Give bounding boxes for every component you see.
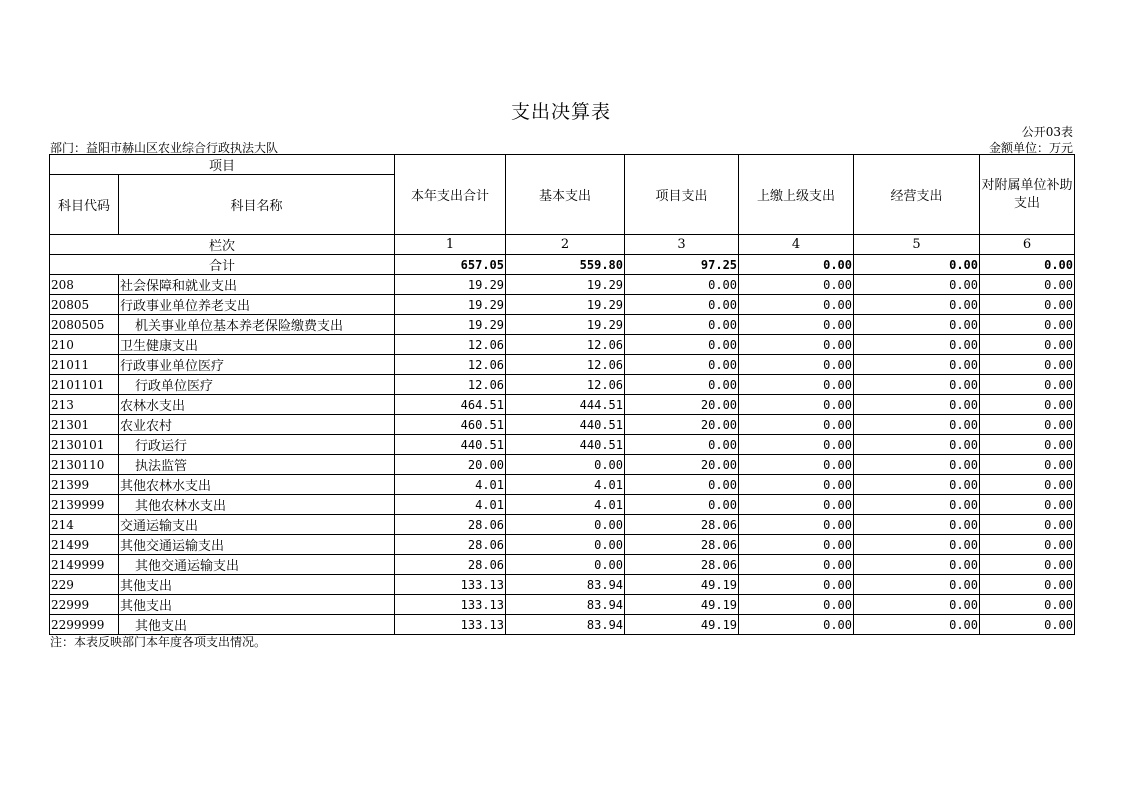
total-label: 合计 <box>50 255 395 275</box>
amount-cell: 0.00 <box>980 455 1075 475</box>
subject-code: 2130110 <box>50 455 119 475</box>
amount-cell: 49.19 <box>625 595 739 615</box>
table-row <box>50 335 1075 355</box>
amount-cell: 12.06 <box>395 355 506 375</box>
subject-code: 21301 <box>50 415 119 435</box>
subject-code: 2149999 <box>50 555 119 575</box>
table-row <box>50 475 1075 495</box>
amount-cell: 0.00 <box>980 575 1075 595</box>
header-col-label: 栏次 <box>50 235 395 255</box>
amount-cell: 12.06 <box>395 335 506 355</box>
amount-cell: 19.29 <box>395 315 506 335</box>
amount-cell: 0.00 <box>739 575 854 595</box>
subject-code: 2101101 <box>50 375 119 395</box>
amount-cell: 0.00 <box>625 275 739 295</box>
total-cell: 0.00 <box>980 255 1075 275</box>
expenditure-table <box>49 154 1075 635</box>
table-row <box>50 355 1075 375</box>
amount-cell: 83.94 <box>506 615 625 635</box>
subject-name: 其他支出 <box>119 575 395 595</box>
amount-cell: 49.19 <box>625 615 739 635</box>
amount-cell: 19.29 <box>395 275 506 295</box>
amount-cell: 0.00 <box>739 315 854 335</box>
amount-cell: 0.00 <box>854 275 980 295</box>
amount-cell: 0.00 <box>739 515 854 535</box>
amount-cell: 12.06 <box>506 355 625 375</box>
amount-cell: 0.00 <box>854 595 980 615</box>
col-num: 3 <box>625 235 739 255</box>
subject-code: 210 <box>50 335 119 355</box>
amount-cell: 0.00 <box>625 495 739 515</box>
amount-cell: 0.00 <box>625 335 739 355</box>
report-title: 支出决算表 <box>510 101 611 123</box>
amount-cell: 28.06 <box>625 515 739 535</box>
table-row <box>50 315 1075 335</box>
header-upper: 上缴上级支出 <box>739 155 854 235</box>
header-code: 科目代码 <box>50 175 119 235</box>
amount-cell: 0.00 <box>854 315 980 335</box>
header-item: 项目 <box>50 155 395 175</box>
amount-cell: 0.00 <box>854 395 980 415</box>
amount-cell: 0.00 <box>506 555 625 575</box>
subject-code: 2299999 <box>50 615 119 635</box>
header-subsidy: 对附属单位补助支出 <box>980 155 1075 235</box>
subject-name: 农林水支出 <box>119 395 395 415</box>
amount-cell: 19.29 <box>506 275 625 295</box>
amount-cell: 28.06 <box>395 515 506 535</box>
department-label: 部门：益阳市赫山区农业综合行政执法大队 <box>50 141 279 155</box>
total-cell: 0.00 <box>739 255 854 275</box>
amount-cell: 0.00 <box>739 615 854 635</box>
amount-cell: 444.51 <box>506 395 625 415</box>
table-row <box>50 375 1075 395</box>
amount-cell: 0.00 <box>854 295 980 315</box>
amount-cell: 12.06 <box>395 375 506 395</box>
amount-cell: 440.51 <box>395 435 506 455</box>
table-row <box>50 495 1075 515</box>
amount-cell: 0.00 <box>739 435 854 455</box>
subject-code: 214 <box>50 515 119 535</box>
col-num: 6 <box>980 235 1075 255</box>
amount-cell: 0.00 <box>854 555 980 575</box>
amount-cell: 440.51 <box>506 435 625 455</box>
amount-cell: 0.00 <box>739 595 854 615</box>
subject-code: 2139999 <box>50 495 119 515</box>
total-cell: 97.25 <box>625 255 739 275</box>
amount-cell: 0.00 <box>980 295 1075 315</box>
amount-cell: 12.06 <box>506 335 625 355</box>
amount-cell: 20.00 <box>625 395 739 415</box>
table-row <box>50 395 1075 415</box>
amount-cell: 20.00 <box>395 455 506 475</box>
subject-name: 其他交通运输支出 <box>119 555 395 575</box>
table-row <box>50 595 1075 615</box>
col-num: 1 <box>395 235 506 255</box>
amount-cell: 0.00 <box>739 535 854 555</box>
amount-cell: 0.00 <box>739 415 854 435</box>
amount-cell: 0.00 <box>980 415 1075 435</box>
table-row <box>50 275 1075 295</box>
table-row <box>50 455 1075 475</box>
header-name: 科目名称 <box>119 175 395 235</box>
total-cell: 0.00 <box>854 255 980 275</box>
table-row <box>50 555 1075 575</box>
amount-cell: 19.29 <box>395 295 506 315</box>
total-row <box>50 255 1075 275</box>
amount-cell: 4.01 <box>395 495 506 515</box>
table-row <box>50 615 1075 635</box>
amount-cell: 4.01 <box>506 495 625 515</box>
form-number: 公开03表 <box>1021 125 1073 139</box>
amount-cell: 0.00 <box>739 455 854 475</box>
subject-code: 22999 <box>50 595 119 615</box>
total-cell: 559.80 <box>506 255 625 275</box>
amount-cell: 0.00 <box>739 495 854 515</box>
header-total: 本年支出合计 <box>395 155 506 235</box>
amount-cell: 4.01 <box>506 475 625 495</box>
amount-cell: 0.00 <box>506 535 625 555</box>
table-row <box>50 415 1075 435</box>
amount-cell: 440.51 <box>506 415 625 435</box>
subject-name: 其他支出 <box>119 615 395 635</box>
amount-cell: 0.00 <box>854 615 980 635</box>
table-row <box>50 435 1075 455</box>
subject-name: 其他农林水支出 <box>119 475 395 495</box>
amount-cell: 19.29 <box>506 315 625 335</box>
amount-cell: 0.00 <box>980 315 1075 335</box>
table-row <box>50 575 1075 595</box>
col-num: 2 <box>506 235 625 255</box>
subject-code: 2080505 <box>50 315 119 335</box>
col-num: 5 <box>854 235 980 255</box>
table-row <box>50 515 1075 535</box>
amount-cell: 12.06 <box>506 375 625 395</box>
amount-cell: 0.00 <box>625 435 739 455</box>
amount-cell: 0.00 <box>739 335 854 355</box>
subject-name: 其他支出 <box>119 595 395 615</box>
amount-cell: 0.00 <box>854 515 980 535</box>
amount-unit-label: 金额单位：万元 <box>988 141 1073 155</box>
subject-code: 21011 <box>50 355 119 375</box>
amount-cell: 0.00 <box>980 435 1075 455</box>
amount-cell: 0.00 <box>980 395 1075 415</box>
amount-cell: 28.06 <box>395 555 506 575</box>
table-body <box>50 255 1075 635</box>
amount-cell: 0.00 <box>980 515 1075 535</box>
amount-cell: 133.13 <box>395 615 506 635</box>
amount-cell: 0.00 <box>854 335 980 355</box>
amount-cell: 0.00 <box>980 615 1075 635</box>
amount-cell: 49.19 <box>625 575 739 595</box>
amount-cell: 0.00 <box>980 375 1075 395</box>
amount-cell: 0.00 <box>980 335 1075 355</box>
amount-cell: 83.94 <box>506 595 625 615</box>
amount-cell: 0.00 <box>625 375 739 395</box>
amount-cell: 0.00 <box>980 555 1075 575</box>
amount-cell: 0.00 <box>980 535 1075 555</box>
header-basic: 基本支出 <box>506 155 625 235</box>
amount-cell: 133.13 <box>395 575 506 595</box>
subject-code: 20805 <box>50 295 119 315</box>
subject-code: 229 <box>50 575 119 595</box>
subject-code: 2130101 <box>50 435 119 455</box>
table-header <box>50 155 1075 255</box>
amount-cell: 0.00 <box>739 275 854 295</box>
amount-cell: 0.00 <box>625 355 739 375</box>
amount-cell: 0.00 <box>625 475 739 495</box>
subject-name: 行政运行 <box>119 435 395 455</box>
amount-cell: 19.29 <box>506 295 625 315</box>
header-business: 经营支出 <box>854 155 980 235</box>
subject-name: 交通运输支出 <box>119 515 395 535</box>
subject-code: 21499 <box>50 535 119 555</box>
amount-cell: 0.00 <box>739 355 854 375</box>
subject-name: 行政事业单位养老支出 <box>119 295 395 315</box>
subject-code: 21399 <box>50 475 119 495</box>
amount-cell: 464.51 <box>395 395 506 415</box>
table-note: 注：本表反映部门本年度各项支出情况。 <box>50 635 267 649</box>
subject-name: 其他农林水支出 <box>119 495 395 515</box>
subject-code: 208 <box>50 275 119 295</box>
amount-cell: 0.00 <box>854 475 980 495</box>
amount-cell: 0.00 <box>980 355 1075 375</box>
amount-cell: 0.00 <box>854 455 980 475</box>
subject-name: 执法监管 <box>119 455 395 475</box>
amount-cell: 133.13 <box>395 595 506 615</box>
amount-cell: 28.06 <box>395 535 506 555</box>
amount-cell: 0.00 <box>739 555 854 575</box>
amount-cell: 28.06 <box>625 555 739 575</box>
total-cell: 657.05 <box>395 255 506 275</box>
amount-cell: 0.00 <box>739 295 854 315</box>
amount-cell: 0.00 <box>739 395 854 415</box>
subject-name: 机关事业单位基本养老保险缴费支出 <box>119 315 395 335</box>
amount-cell: 0.00 <box>980 595 1075 615</box>
amount-cell: 0.00 <box>506 515 625 535</box>
subject-name: 农业农村 <box>119 415 395 435</box>
amount-cell: 0.00 <box>854 415 980 435</box>
amount-cell: 4.01 <box>395 475 506 495</box>
header-project: 项目支出 <box>625 155 739 235</box>
amount-cell: 0.00 <box>854 535 980 555</box>
subject-code: 213 <box>50 395 119 415</box>
amount-cell: 0.00 <box>625 295 739 315</box>
amount-cell: 0.00 <box>854 575 980 595</box>
amount-cell: 28.06 <box>625 535 739 555</box>
amount-cell: 0.00 <box>854 355 980 375</box>
subject-name: 卫生健康支出 <box>119 335 395 355</box>
amount-cell: 0.00 <box>854 495 980 515</box>
amount-cell: 460.51 <box>395 415 506 435</box>
amount-cell: 0.00 <box>506 455 625 475</box>
amount-cell: 20.00 <box>625 455 739 475</box>
subject-name: 社会保障和就业支出 <box>119 275 395 295</box>
table-row <box>50 295 1075 315</box>
amount-cell: 0.00 <box>739 375 854 395</box>
table-row <box>50 535 1075 555</box>
amount-cell: 0.00 <box>739 475 854 495</box>
amount-cell: 0.00 <box>854 435 980 455</box>
amount-cell: 0.00 <box>625 315 739 335</box>
amount-cell: 20.00 <box>625 415 739 435</box>
amount-cell: 0.00 <box>980 275 1075 295</box>
amount-cell: 0.00 <box>980 475 1075 495</box>
amount-cell: 83.94 <box>506 575 625 595</box>
amount-cell: 0.00 <box>854 375 980 395</box>
subject-name: 行政单位医疗 <box>119 375 395 395</box>
subject-name: 其他交通运输支出 <box>119 535 395 555</box>
col-num: 4 <box>739 235 854 255</box>
amount-cell: 0.00 <box>980 495 1075 515</box>
subject-name: 行政事业单位医疗 <box>119 355 395 375</box>
